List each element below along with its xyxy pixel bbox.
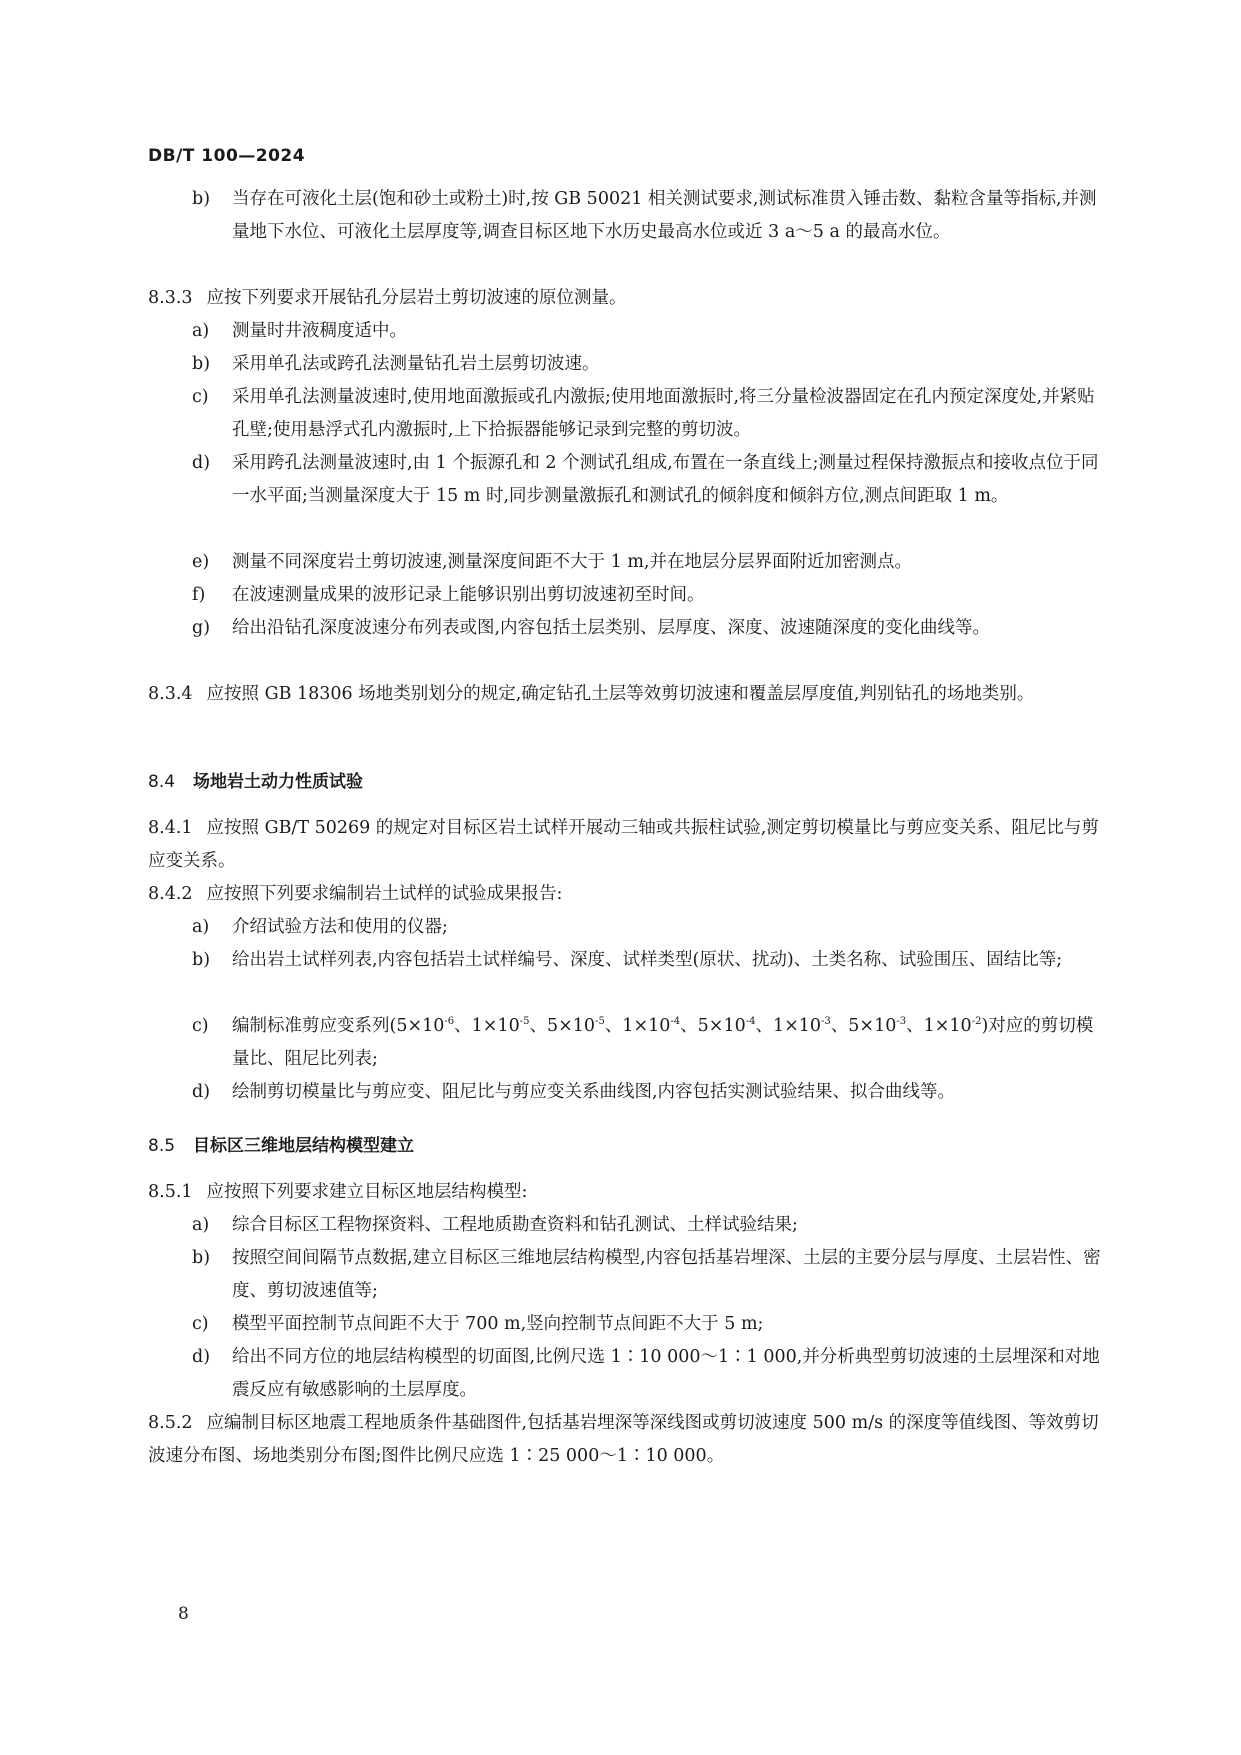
list-text: )对应的剪切模量比、阻尼比列表;	[232, 1016, 1094, 1069]
clause-number: 8.3.3	[148, 288, 193, 308]
list-marker: g)	[192, 618, 211, 638]
strain-value: 、5×10	[529, 1016, 596, 1036]
clause-8-4-1	[148, 812, 1103, 878]
list-marker: c)	[192, 1016, 209, 1036]
list-item	[192, 315, 1103, 348]
section-title: 场地岩土动力性质试验	[193, 772, 364, 792]
clause-number: 8.3.4	[148, 684, 193, 704]
strain-exponent: -5	[519, 1016, 530, 1028]
section-number: 8.5	[148, 1136, 176, 1156]
strain-value: 5×10	[396, 1016, 445, 1036]
list-item	[192, 911, 1103, 944]
list-item	[192, 447, 1103, 513]
section-heading-8-5	[148, 1131, 414, 1156]
list-item	[192, 381, 1103, 447]
document-id-header: DB/T 100—2024	[148, 146, 306, 166]
list-marker: b)	[192, 354, 211, 374]
list-marker: f)	[192, 585, 206, 605]
list-marker: d)	[192, 1347, 211, 1367]
clause-number: 8.5.2	[148, 1413, 193, 1433]
clause-8-3-4	[148, 678, 1103, 711]
list-text: 编制标准剪应变系列(	[232, 1016, 397, 1036]
list-item	[192, 1242, 1103, 1308]
clause-8-3-3	[148, 282, 1103, 315]
list-text: 按照空间间隔节点数据,建立目标区三维地层结构模型,内容包括基岩埋深、土层的主要分层与厚度、土层岩性、密度、剪切波速值等;	[232, 1248, 1101, 1301]
strain-exponent: -3	[896, 1016, 907, 1028]
list-text: 给出不同方位的地层结构模型的切面图,比例尺选 1∶10 000～1∶1 000,并分析典型剪切波速的土层埋深和对地震反应有敏感影响的土层厚度。	[232, 1347, 1100, 1400]
clause-8-5-1	[148, 1176, 1103, 1209]
clause-8-5-2	[148, 1407, 1103, 1473]
clause-number: 8.4.2	[148, 884, 193, 904]
list-text: 采用单孔法或跨孔法测量钻孔岩土层剪切波速。	[232, 354, 600, 374]
strain-value: 、5×10	[680, 1016, 746, 1036]
list-item	[192, 546, 1103, 579]
list-marker: b)	[192, 189, 211, 209]
list-marker: b)	[192, 950, 211, 970]
list-marker: a)	[192, 917, 210, 937]
list-marker: c)	[192, 387, 209, 407]
list-text: 测量不同深度岩土剪切波速,测量深度间距不大于 1 m,并在地层分层界面附近加密测点。	[232, 552, 912, 572]
list-text: 绘制剪切模量比与剪应变、阻尼比与剪应变关系曲线图,内容包括实测试验结果、拟合曲线等。	[232, 1082, 956, 1102]
list-item	[192, 944, 1103, 977]
clause-text: 应按照下列要求建立目标区地层结构模型:	[206, 1182, 528, 1202]
strain-exponent: -6	[444, 1016, 455, 1028]
list-text: 给出岩土试样列表,内容包括岩土试样编号、深度、试样类型(原状、扰动)、土类名称、试验围压、固结比等;	[232, 950, 1063, 970]
list-text: 介绍试验方法和使用的仪器;	[232, 917, 448, 937]
clause-text: 应按照下列要求编制岩土试样的试验成果报告:	[206, 884, 563, 904]
list-item	[192, 183, 1103, 249]
list-text: 给出沿钻孔深度波速分布列表或图,内容包括土层类别、层厚度、深度、波速随深度的变化曲线等。	[232, 618, 991, 638]
clause-8-4-2	[148, 878, 1103, 911]
list-marker: a)	[192, 1215, 210, 1235]
list-item	[192, 1209, 1103, 1242]
list-text: 测量时井液稠度适中。	[232, 321, 407, 341]
clause-number: 8.4.1	[148, 818, 193, 838]
clause-number: 8.5.1	[148, 1182, 193, 1202]
clause-text: 应编制目标区地震工程地质条件基础图件,包括基岩埋深等深线图或剪切波速度 500 m/s 的深度等值线图、等效剪切波速分布图、场地类别分布图;图件比例尺应选 1∶25 000～1∶10 000。	[148, 1413, 1099, 1466]
strain-value: 、1×10	[755, 1016, 822, 1036]
list-text: 当存在可液化土层(饱和砂土或粉土)时,按 GB 50021 相关测试要求,测试标准贯入锤击数、黏粒含量等指标,并测量地下水位、可液化土层厚度等,调查目标区地下水历史最高水位或近 3 a～5 a 的最高水位。	[232, 189, 1097, 242]
list-item	[192, 612, 1103, 645]
list-item	[192, 1308, 1103, 1341]
list-item-strain-series	[192, 1010, 1103, 1076]
list-text: 采用单孔法测量波速时,使用地面激振或孔内激振;使用地面激振时,将三分量检波器固定在孔内预定深度处,并紧贴孔壁;使用悬浮式孔内激振时,上下拾振器能够记录到完整的剪切波。	[232, 387, 1095, 440]
strain-exponent: -2	[971, 1016, 982, 1028]
strain-value: 、1×10	[604, 1016, 671, 1036]
list-item	[192, 579, 1103, 612]
strain-exponent: -4	[670, 1016, 681, 1028]
strain-value: 、1×10	[906, 1016, 972, 1036]
clause-text: 应按照 GB 18306 场地类别划分的规定,确定钻孔土层等效剪切波速和覆盖层厚度值,判别钻孔的场地类别。	[206, 684, 1035, 704]
strain-value: 、5×10	[830, 1016, 897, 1036]
strain-exponent: -5	[595, 1016, 605, 1028]
list-marker: c)	[192, 1314, 209, 1334]
list-item	[192, 348, 1103, 381]
page-number: 8	[178, 1604, 189, 1624]
list-marker: b)	[192, 1248, 211, 1268]
section-title: 目标区三维地层结构模型建立	[193, 1136, 415, 1156]
list-text: 在波速测量成果的波形记录上能够识别出剪切波速初至时间。	[232, 585, 705, 605]
section-heading-8-4	[148, 767, 363, 792]
list-text: 综合目标区工程物探资料、工程地质勘查资料和钻孔测试、土样试验结果;	[232, 1215, 798, 1235]
list-item	[192, 1341, 1103, 1407]
list-marker: a)	[192, 321, 210, 341]
clause-text: 应按照 GB/T 50269 的规定对目标区岩土试样开展动三轴或共振柱试验,测定剪切模量比与剪应变关系、阻尼比与剪应变关系。	[148, 818, 1099, 871]
strain-value: 、1×10	[454, 1016, 520, 1036]
list-marker: e)	[192, 552, 210, 572]
list-marker: d)	[192, 1082, 211, 1102]
list-item	[192, 1076, 1103, 1109]
list-text: 模型平面控制节点间距不大于 700 m,竖向控制节点间距不大于 5 m;	[232, 1314, 764, 1334]
clause-text: 应按下列要求开展钻孔分层岩土剪切波速的原位测量。	[206, 288, 627, 308]
strain-exponent: -4	[745, 1016, 756, 1028]
list-marker: d)	[192, 453, 211, 473]
list-text: 采用跨孔法测量波速时,由 1 个振源孔和 2 个测试孔组成,布置在一条直线上;测量过程保持激振点和接收点位于同一水平面;当测量深度大于 15 m 时,同步测量激振孔和测试孔的倾斜度和倾斜方位,测点间距取 1 m。	[232, 453, 1099, 506]
strain-exponent: -3	[821, 1016, 831, 1028]
section-number: 8.4	[148, 772, 176, 792]
